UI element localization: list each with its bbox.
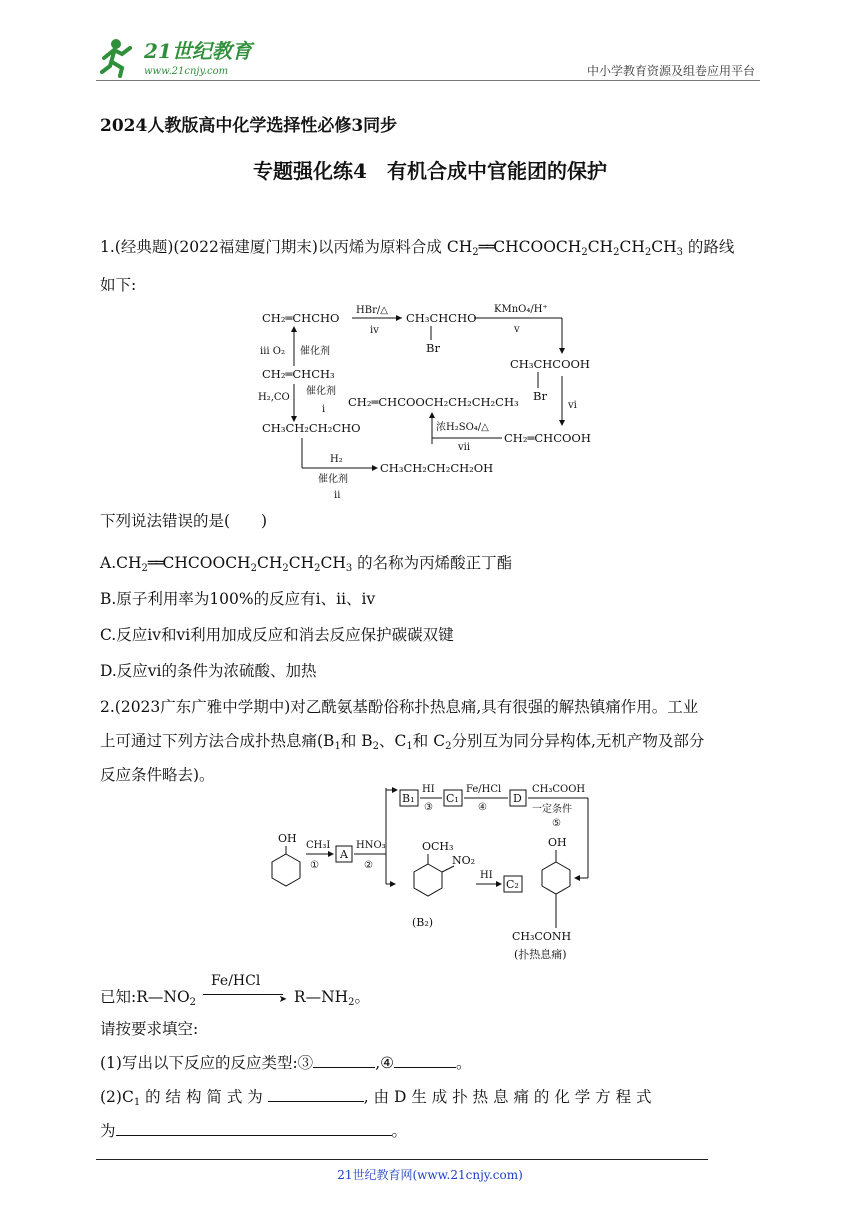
answer-blank-4[interactable]: [394, 1053, 456, 1068]
q1-prompt: 下列说法错误的是( ): [100, 512, 268, 530]
catalyst-iii: 催化剂: [300, 346, 330, 357]
product-oh: OH: [548, 836, 567, 849]
known-reaction: 已知$:R—NO_2$ Fe/HCl ➤ $R—NH_2$。: [100, 973, 371, 1008]
q1-line1: 1.(经典题)(2022福建厦门期末)以丙烯为原料合成 $CH_2══CHCOOCH_2CH_2CH_2CH_3$ 的路线: [100, 238, 735, 258]
q2-line3: 反应条件略去)。: [100, 766, 215, 784]
step-vi: ⅵ: [568, 400, 577, 411]
step-iv: ⅳ: [370, 325, 379, 336]
q2-part2-line2: 为 。: [100, 1122, 408, 1140]
logo-brand: 21世纪教育: [144, 39, 252, 63]
q1-option-c[interactable]: C.反应ⅳ和ⅵ利用加成反应和消去反应保护碳碳双键: [100, 626, 454, 644]
step-1: ①: [310, 860, 319, 871]
amide-group: CH₃CONH: [512, 930, 572, 943]
answer-blank-equation[interactable]: [116, 1121, 392, 1136]
br-label-1: Br: [426, 341, 440, 355]
phenol-oh: OH: [278, 832, 297, 845]
bromo-acid: CH₃CHCOOH: [510, 357, 590, 371]
q1-option-b[interactable]: B.原子利用率为100%的反应有ⅰ、ⅱ、ⅳ: [100, 590, 376, 608]
catalyst-ii: 催化剂: [318, 474, 348, 485]
ch3i-reagent: CH₃I: [306, 840, 331, 851]
butanol: CH₃CH₂CH₂CH₂OH: [380, 461, 494, 475]
phenol-ring: [272, 854, 300, 886]
product-name: (扑热息痛): [514, 948, 567, 961]
q2-line1: 2.(2023广东广雅中学期中)对乙酰氨基酚俗称扑热息痛,具有很强的解热镇痛作用。工业: [100, 698, 699, 716]
h2-reagent: H₂: [330, 454, 343, 465]
acrolein: CH₂═CHCHO: [262, 311, 340, 325]
subject-line: 2024人教版高中化学选择性必修3同步: [100, 116, 398, 136]
step-2: ②: [364, 860, 373, 871]
nitro-group: NO₂: [452, 854, 476, 867]
bromo-aldehyde: CH₃CHCHO: [406, 311, 477, 325]
compound-d: D: [513, 792, 522, 805]
kmno4-reagent: KMnO₄/H⁺: [494, 304, 548, 315]
propene: CH₂═CHCH₃: [262, 367, 335, 381]
synthesis-scheme-2: [262, 780, 612, 970]
q2-part2: $(2)C_1$ 的 结 构 简 式 为 , 由 D 生 成 扑 热 息 痛 的 化 学 方 程 式: [100, 1088, 652, 1108]
q2-line2: 上可通过下列方法合成扑热息痛($B_1$和 $B_2$、$C_1$和 $C_2$分别互为同分异构体,无机产物及部分: [100, 732, 705, 752]
hbr-reagent: HBr/△: [356, 305, 388, 316]
step-5: ⑤: [552, 818, 561, 829]
compound-b1: B₁: [402, 792, 415, 805]
target-ester: CH₂═CHCOOCH₂CH₂CH₂CH₃: [348, 395, 519, 409]
h2-co-reagent: H₂,CO: [258, 392, 290, 403]
hno3-reagent: HNO₃: [356, 840, 386, 851]
methoxy-group: OCH₃: [422, 840, 454, 853]
footer-divider: [96, 1159, 708, 1160]
compound-c1: C₁: [446, 792, 459, 805]
site-logo: [96, 34, 256, 80]
catalyst-i: 催化剂: [306, 386, 336, 397]
q1-line2: 如下:: [100, 276, 137, 294]
runner-icon: [102, 39, 130, 76]
hi-reagent-2: HI: [480, 870, 493, 881]
fehcl-reagent: Fe/HCl: [466, 784, 502, 795]
fill-intro: 请按要求填空:: [100, 1020, 199, 1038]
step-4: ④: [478, 802, 487, 813]
butanal: CH₃CH₂CH₂CHO: [262, 421, 361, 435]
step-v: ⅴ: [514, 324, 520, 335]
step-iii-o2: ⅲ O₂: [260, 346, 285, 357]
logo-url: www.21cnjy.com: [144, 66, 229, 77]
compound-b2: (B₂): [412, 916, 434, 929]
acrylic-acid: CH₂═CHCOOH: [504, 431, 591, 445]
product-ring: [542, 862, 570, 894]
platform-name: 中小学教育资源及组卷应用平台: [586, 64, 755, 78]
condition-label: 一定条件: [532, 804, 572, 815]
q1-option-a[interactable]: $A.CH_2══CHCOOCH_2CH_2CH_2CH_3$ 的名称为丙烯酸正丁酯: [100, 554, 513, 574]
footer-link[interactable]: 21世纪教育网(www.21cnjy.com): [337, 1168, 523, 1182]
br-label-2: Br: [533, 389, 547, 403]
answer-blank-c1[interactable]: [268, 1087, 364, 1102]
q1-option-d[interactable]: D.反应ⅵ的条件为浓硫酸、加热: [100, 662, 317, 680]
step-i: ⅰ: [322, 404, 326, 415]
step-ii: ⅱ: [334, 490, 341, 501]
compound-c2: C₂: [506, 878, 519, 891]
compound-a: A: [340, 848, 348, 861]
page-title: 专题强化练4 有机合成中官能团的保护: [253, 159, 607, 183]
reaction-arrow: Fe/HCl ➤: [203, 988, 287, 1002]
h2so4-reagent: 浓H₂SO₄/△: [436, 422, 489, 433]
answer-blank-3[interactable]: [313, 1053, 375, 1068]
step-vii: ⅶ: [458, 442, 471, 453]
ch3cooh-reagent: CH₃COOH: [532, 784, 586, 795]
b2-ring: [414, 864, 442, 896]
step-3: ③: [424, 802, 433, 813]
header-divider: [96, 80, 760, 81]
synthesis-scheme-1: [256, 296, 606, 506]
hi-reagent: HI: [422, 784, 435, 795]
q2-part1: (1)写出以下反应的反应类型:③ ,④ 。: [100, 1054, 472, 1072]
